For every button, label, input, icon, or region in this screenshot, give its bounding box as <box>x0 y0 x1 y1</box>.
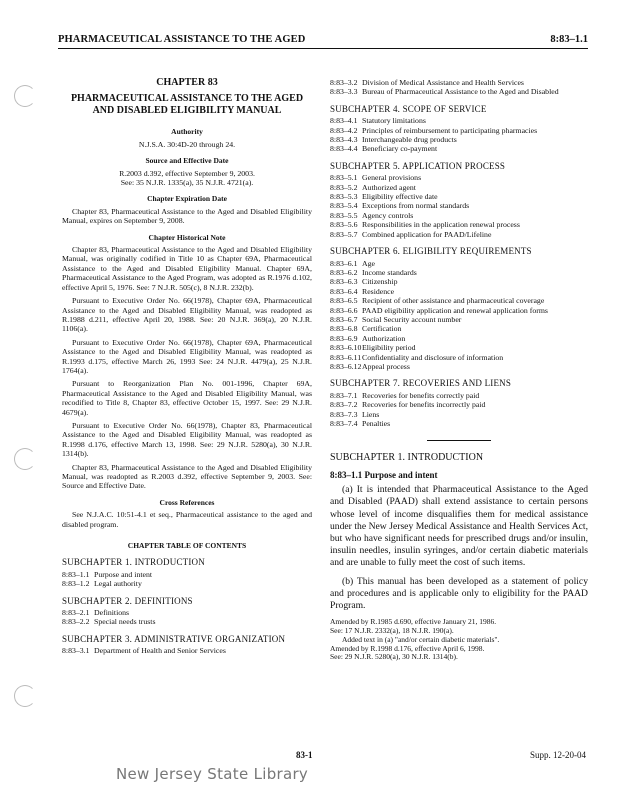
source-line: See: 35 N.J.R. 1335(a), 35 N.J.R. 4721(a). <box>120 178 254 188</box>
toc-entry[interactable]: 8:83–6.11 Confidentiality and disclosure of information <box>330 352 504 362</box>
amendment-line: See: 29 N.J.R. 5280(a), 30 N.J.R. 1314(b). <box>330 652 458 662</box>
amendment-line: Amended by R.1998 d.176, effective April 6, 1998. <box>330 643 485 653</box>
toc-entry[interactable]: 8:83–6.5 Recipient of other assistance and pharmaceutical coverage <box>330 296 545 306</box>
binder-hole-icon <box>14 448 36 470</box>
body-subchapter-title: SUBCHAPTER 1. INTRODUCTION <box>330 452 484 464</box>
toc-entry[interactable]: 8:83–6.6 PAAD eligibility application and renewal application forms <box>330 305 548 315</box>
toc-subchapter-heading[interactable]: SUBCHAPTER 1. INTRODUCTION <box>62 557 205 568</box>
header-section-number: 8:83–1.1 <box>550 34 588 45</box>
toc-subchapter-heading[interactable]: SUBCHAPTER 3. ADMINISTRATIVE ORGANIZATION <box>62 633 286 644</box>
history-heading: Chapter Historical Note <box>148 232 226 242</box>
toc-entry[interactable]: 8:83–5.3 Eligibility effective date <box>330 192 438 202</box>
toc-entry[interactable]: 8:83–3.1 Department of Health and Senior Services <box>62 646 226 656</box>
toc-entry[interactable]: 8:83–7.3 Liens <box>330 409 380 419</box>
toc-subchapter-heading[interactable]: SUBCHAPTER 7. RECOVERIES AND LIENS <box>330 378 512 389</box>
toc-entry[interactable]: 8:83–5.6 Responsibilities in the application renewal process <box>330 220 520 230</box>
amendment-notes <box>330 618 588 662</box>
source-heading: Source and Effective Date <box>145 156 229 166</box>
toc-entry[interactable]: 8:83–6.2 Income standards <box>330 267 417 277</box>
amendment-line: Added text in (a) "and/or certain diabetic materials". <box>342 634 500 644</box>
toc-entry[interactable]: 8:83–5.4 Exceptions from normal standards <box>330 201 470 211</box>
toc-subchapter-heading[interactable]: SUBCHAPTER 2. DEFINITIONS <box>62 595 193 606</box>
page-number: 83-1 <box>296 750 313 760</box>
authority-text: N.J.S.A. 30:4D-20 through 24. <box>138 139 236 149</box>
supplement-date: Supp. 12-20-04 <box>530 750 586 760</box>
toc-entry[interactable]: 8:83–3.3 Bureau of Pharmaceutical Assistance to the Aged and Disabled <box>330 87 559 97</box>
toc-entry[interactable]: 8:83–6.7 Social Security account number <box>330 314 462 324</box>
running-header <box>58 34 588 49</box>
header-title: PHARMACEUTICAL ASSISTANCE TO THE AGED <box>58 34 306 45</box>
toc-entry[interactable]: 8:83–7.4 Penalties <box>330 419 391 428</box>
history-paragraph: Pursuant to Executive Order No. 66(1978), Chapter 69A, Pharmaceutical Assistance to the Aged and Disabled Eligibility Manual, was readopted as R.1993 d.175, effective March 26, 1993 See: 24 N.J.R. 4479(a), 25 N.J.R. 1764(a). <box>62 337 312 375</box>
toc-entry[interactable]: 8:83–6.9 Authorization <box>330 333 406 343</box>
toc-subchapter-heading[interactable]: SUBCHAPTER 4. SCOPE OF SERVICE <box>330 103 487 114</box>
toc-subchapter-heading[interactable]: SUBCHAPTER 6. ELIGIBILITY REQUIREMENTS <box>330 246 532 257</box>
cross-references-text: See N.J.A.C. 10:51-4.1 et seq., Pharmaceutical assistance to the aged and disabled program. <box>62 510 312 529</box>
section-divider <box>427 440 491 441</box>
toc-entry[interactable]: 8:83–6.1 Age <box>330 258 375 268</box>
source-line: R.2003 d.392, effective September 9, 2003. <box>119 168 255 178</box>
toc-entry[interactable]: 8:83–6.10 Eligibility period <box>330 343 416 353</box>
expiration-text: Chapter 83, Pharmaceutical Assistance to the Aged and Disabled Eligibility Manual, expires on September 9, 2008. <box>62 206 312 226</box>
body-paragraph-b: (b) This manual has been developed as a statement of policy and procedures and is applicable only to eligibility for the PAAD Program. <box>330 575 588 612</box>
history-paragraph: Pursuant to Executive Order No. 66(1978), Chapter 83, Pharmaceutical Assistance to the Aged and Disabled Eligibility Manual, was readopted as R.1998 d.176, effective March 13, 1998. See: 29 N.J.R. 5280(a), 30 N.J.R. 1314(b). <box>62 420 312 459</box>
toc-entry[interactable]: 8:83–5.7 Combined application for PAAD/Lifeline <box>330 229 492 239</box>
left-column <box>62 78 312 656</box>
toc-entry[interactable]: 8:83–5.1 General provisions <box>330 173 422 183</box>
toc-entry[interactable]: 8:83–4.3 Interchangeable drug products <box>330 135 457 145</box>
toc-entry[interactable]: 8:83–7.1 Recoveries for benefits correctly paid <box>330 390 480 400</box>
toc-entry[interactable]: 8:83–1.1 Purpose and intent <box>62 569 153 579</box>
right-column <box>330 78 588 662</box>
toc-entry[interactable]: 8:83–6.4 Residence <box>330 286 395 296</box>
chapter-title: PHARMACEUTICAL ASSISTANCE TO THE AGED AND DISABLED ELIGIBILITY MANUAL <box>70 93 304 117</box>
expiration-heading: Chapter Expiration Date <box>147 194 227 204</box>
toc-entry[interactable]: 8:83–5.5 Agency controls <box>330 210 414 220</box>
binder-hole-icon <box>14 685 36 707</box>
toc-entry[interactable]: 8:83–5.2 Authorized agent <box>330 182 416 192</box>
history-paragraph: Chapter 83, Pharmaceutical Assistance to the Aged and Disabled Eligibility Manual, was readopted as R.2003 d.392, effective September 9, 2003. See: Source and Effective Date. <box>62 462 312 491</box>
history-paragraph: Pursuant to Executive Order No. 66(1978), Chapter 69A, Pharmaceutical Assistance to the Aged and Disabled Eligibility Manual, was readopted as R.1988 d.211, effective April 20, 1988. See: 20 N.J.R. 369(a), 20 N.J.R. 1106(a). <box>62 296 312 334</box>
toc-entry[interactable]: 8:83–4.4 Beneficiary co-payment <box>330 144 438 154</box>
toc-entry[interactable]: 8:83–2.1 Definitions <box>62 608 130 618</box>
amendment-line: See: 17 N.J.R. 2332(a), 18 N.J.R. 190(a). <box>330 626 454 636</box>
authority-heading: Authority <box>171 127 203 137</box>
toc-heading: CHAPTER TABLE OF CONTENTS <box>127 541 247 551</box>
cross-references-heading: Cross References <box>159 497 215 507</box>
toc-entry[interactable]: 8:83–6.3 Citizenship <box>330 277 398 287</box>
toc-subchapter-heading[interactable]: SUBCHAPTER 5. APPLICATION PROCESS <box>330 160 506 171</box>
toc-entry[interactable]: 8:83–6.12 Appeal process <box>330 361 410 371</box>
amendment-line: Amended by R.1985 d.690, effective January 21, 1986. <box>330 617 497 627</box>
history-paragraph: Pursuant to Reorganization Plan No. 001-1996, Chapter 69A, Pharmaceutical Assistance to the Aged and Disabled Eligibility Manual, was recodified to Title 8, Chapter 83, effective October 15, 1997. See: 29 N.J.R. 4679(a). <box>62 379 312 417</box>
toc-entry[interactable]: 8:83–4.1 Statutory limitations <box>330 116 426 126</box>
toc-entry[interactable]: 8:83–2.2 Special needs trusts <box>62 617 156 627</box>
history-paragraph: Chapter 83, Pharmaceutical Assistance to the Aged and Disabled Eligibility Manual, was originally codified in Title 10 as Chapter 69A, Pharmaceutical Assistance to the Aged and Disabled Eligibility Manual. Chapter 69A, Pharmaceutical Assistance to the Aged Program, was adopted as R.1976 d.102, effective April 5, 1976. See: 7 N.J.R. 505(c), 8 N.J.R. 232(b). <box>62 245 312 292</box>
chapter-number: CHAPTER 83 <box>156 77 218 88</box>
binder-hole-icon <box>14 85 36 107</box>
body-paragraph-a: (a) It is intended that Pharmaceutical Assistance to the Aged and Disabled (PAAD) shall extend assistance to certain persons whose level of income disqualifies them for medical assistance under the New Jersey Medical Assistance and Health Services Act, but who have significant needs for prescribed drugs and/or insulin, insulin needles, insulin syringes, and/or certain diabetic materials and are unable to fully meet the cost of such items. <box>330 484 588 569</box>
toc-entry[interactable]: 8:83–6.8 Certification <box>330 324 402 334</box>
toc-entry[interactable]: 8:83–1.2 Legal authority <box>62 579 142 589</box>
toc-entry[interactable]: 8:83–3.2 Division of Medical Assistance and Health Services <box>330 78 524 87</box>
toc-entry[interactable]: 8:83–7.2 Recoveries for benefits incorrectly paid <box>330 400 486 410</box>
toc-entry[interactable]: 8:83–4.2 Principles of reimbursement to participating pharmacies <box>330 125 538 135</box>
body-section-title: 8:83–1.1 Purpose and intent <box>330 469 438 480</box>
library-stamp: New Jersey State Library <box>116 765 309 783</box>
